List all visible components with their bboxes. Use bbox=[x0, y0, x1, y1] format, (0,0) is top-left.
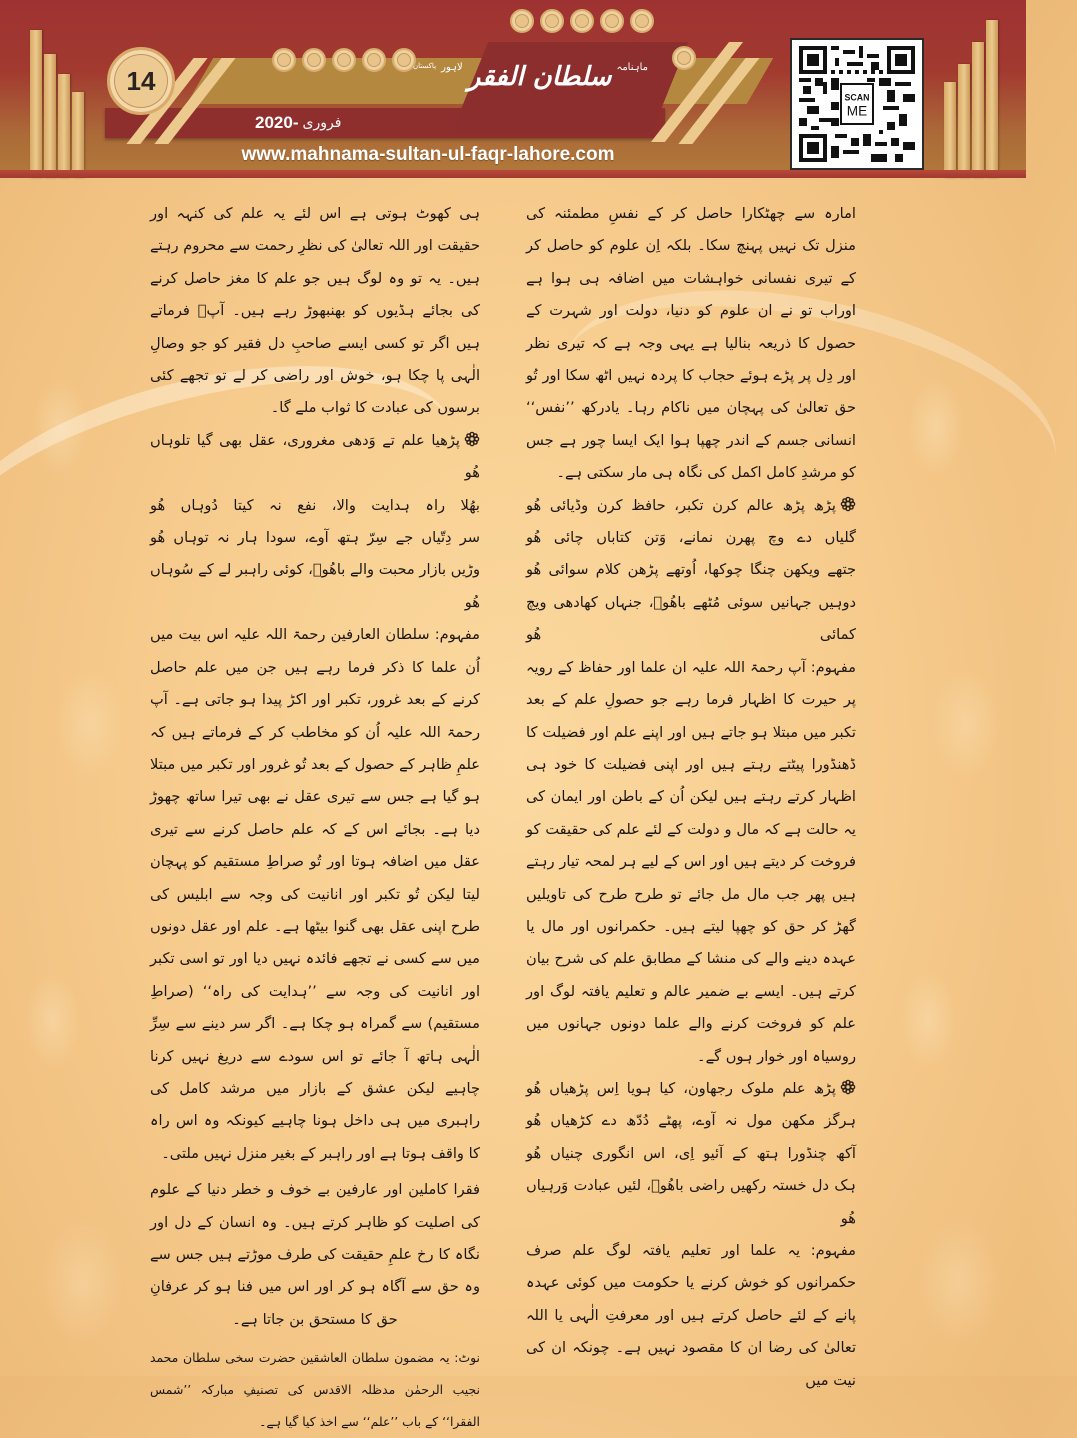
decorative-coin bbox=[540, 9, 564, 33]
verse-line: جتھے ویکھن چنگا چوکھا، اُوتھے پڑھن کلام سوائی ھُو bbox=[526, 561, 856, 579]
verse-line: سر دِتّیاں جے سِرّ ہتھ آوے، سودا ہار نہ توہاں ھُو bbox=[150, 529, 480, 547]
decorative-coin bbox=[570, 9, 594, 33]
issue-date bbox=[255, 110, 375, 136]
paragraph: ہی کھوٹ ہوتی ہے اس لئے یہ علم کی کنہہ اور حقیقت اور اللہ تعالیٰ کی نظرِ رحمت سے محروم رہتے ہیں۔ یہ تو وہ لوگ ہیں جو علم کا مغز حاصل کرنے کی بجائے ہڈیوں کو بھنبھوڑ رہے ہیں۔ آپؒ فرماتے ہیں اگر تو کسی ایسے صاحبِ دل فقیر کو جو وصالِ الٰہی پا چکا ہو، خوش اور راضی کر لے تو تجھے کئی برسوں کی عبادت کا ثواب ملے گا۔ bbox=[150, 205, 480, 417]
logo-prefix: ماہنامہ bbox=[616, 62, 648, 73]
logo-title: سلطان الفقر bbox=[467, 62, 612, 92]
verse-stanza bbox=[526, 490, 856, 652]
verse-line: دوہیں جہانیں سوئی مُٹھے باھُوؒ، جنہاں کھادھی ویچ کمائی ھُو bbox=[526, 593, 856, 644]
magazine-logo bbox=[412, 62, 648, 122]
flower-bullet-icon bbox=[840, 496, 856, 512]
article-column-left bbox=[150, 198, 480, 1438]
decorative-coin bbox=[600, 9, 624, 33]
paragraph-explanation: مفہوم: یہ علما اور تعلیم یافتہ لوگ علم صرف حکمرانوں کو خوش کرنے یا حکومت میں کوئی عہدہ پانے کے لئے حاصل کرتے ہیں اور معرفتِ الٰہی یا اللہ تعالیٰ کی رضا ان کا مقصود نہیں ہے۔ چونکہ ان کی نیت میں bbox=[526, 1242, 856, 1389]
website-link[interactable]: www.mahnama-sultan-ul-faqr-lahore.com bbox=[241, 144, 615, 165]
paragraph: امارہ سے چھٹکارا حاصل کر کے نفسِ مطمئنہ کی منزل تک نہیں پہنچ سکا۔ بلکہ اِن علوم کو حاصل کر کے تیری نفسانی خواہشات میں اضافہ ہی ہوا ہے اوراب تو نے ان علوم کو دنیا، دولت اور شہرت کے حصول کا ذریعہ بنالیا ہے یہی وجہ ہے کہ تیری نظر اور دِل پر پڑے ہوئے حجاب کا پردہ نہیں اٹھ سکا اور تُو حق تعالیٰ کی پہچان میں ناکام رہا۔ یادرکھ ’’نفس‘‘ انسانی جسم کے اندر چھپا ہوا ایک ایسا چور ہے جس کو مرشدِ کامل اکمل کی نگاہ ہی مار سکتی ہے۔ bbox=[526, 205, 856, 482]
verse-text: پڑھ پڑھ عالم کرن تکبر، حافظ کرن وڈیائی ھُو bbox=[526, 496, 836, 514]
verse-line: آکھ چنڈورا ہتھ کے آئیو اِی، اس انگوری چنیاں ھُو bbox=[526, 1144, 856, 1162]
verse-line: بھُلا راہ ہدایت والا، نفع نہ کیتا دُوہاں ھُو bbox=[150, 496, 480, 514]
qr-scan-label: SCAN bbox=[844, 92, 870, 103]
flower-bullet-icon bbox=[464, 431, 480, 447]
qr-code[interactable] bbox=[790, 38, 924, 170]
decorative-damask-left bbox=[0, 190, 150, 1376]
decorative-bars-right bbox=[944, 14, 998, 178]
paragraph-explanation: مفہوم: آپ رحمۃ اللہ علیہ ان علما اور حفاظ کے رویہ پر حیرت کا اظہار فرما رہے جو حصولِ علم کے بعد تکبر میں مبتلا ہو جاتے ہیں اور اپنے علم اور فضیلت کا ڈھنڈورا پیٹتے رہتے ہیں اور اپنی فضیلت کا خود ہی اظہار کرتے رہتے ہیں لیکن اُن کے باطن اور ایمان کی یہ حالت ہے کہ مال و دولت کے لئے علم کی حقیقت کو فروخت کر دیتے ہیں اور اس کے لیے ہر لمحہ تیار رہتے ہیں پھر جب مال مل جائے تو طرح طرح کی تاویلیں گھڑ کر حق کو چھپا لیتے ہیں۔ حکمرانوں اور مال یا عہدہ دینے والے کی منشا کے مطابق علم کی شرح بیان کرتے ہیں۔ ایسے بے ضمیر عالم و تعلیم یافتہ لوگ اور علم کو فروخت کرنے والے علما دونوں جہانوں میں روسیاہ اور خوار ہوں گے۔ bbox=[526, 658, 856, 1065]
page-number-badge bbox=[107, 47, 175, 115]
decorative-coin bbox=[510, 9, 534, 33]
paragraph-conclusion: فقرا کاملین اور عارفین بے خوف و خطر دنیا کے علوم کی اصلیت کو ظاہر کرتے ہیں۔ وہ انسان کے دل اور نگاہ کا رخ علمِ حقیقت کی طرف موڑتے ہیں جس سے وہ حق سے آگاہ ہو کر اور اس میں فنا ہو کر عرفانِ حق کا مستحق بن جاتا ہے۔ bbox=[150, 1181, 480, 1328]
flower-bullet-icon bbox=[840, 1079, 856, 1095]
page-number: 14 bbox=[126, 65, 156, 96]
decorative-coin bbox=[630, 9, 654, 33]
verse-line: ہک دل خستہ رکھیں راضی باھُوؒ، لئیں عبادت وَرہیاں ھُو bbox=[526, 1177, 856, 1227]
article-column-right bbox=[526, 198, 856, 1397]
decorative-coin bbox=[672, 46, 696, 70]
qr-code-image bbox=[798, 46, 916, 162]
verse-stanza bbox=[150, 425, 480, 619]
qr-me-label: ME bbox=[846, 103, 868, 119]
decorative-coin bbox=[302, 48, 326, 72]
magazine-header bbox=[0, 0, 1026, 178]
verse-line bbox=[526, 490, 856, 522]
decorative-coin bbox=[332, 48, 356, 72]
verse-text: پڑھ علم ملوک رجھاون، کیا ہویا اِس پڑھیاں ھُو bbox=[526, 1079, 836, 1097]
issue-month: فروری bbox=[302, 115, 342, 131]
source-note: نوٹ: یہ مضمون سلطان العاشقین حضرت سخی سلطان محمد نجیب الرحمٰن مدظلہ الاقدس کی تصنیفِ مبارکہ ’’شمس الفقرا‘‘ کے باب ’’علم‘‘ سے اخذ کیا گیا ہے۔ bbox=[150, 1350, 480, 1430]
verse-stanza bbox=[526, 1073, 856, 1235]
verse-line: وڑیں بازار محبت والے باھُوؒ، کوئی راہبر لے کے سُوہاں ھُو bbox=[150, 561, 480, 611]
verse-line: گلیاں دے وچ پھرن نمانے، وَتن کتاباں چائی ھُو bbox=[526, 529, 856, 547]
issue-year: 2020- bbox=[255, 113, 299, 132]
logo-country: پاکستان bbox=[412, 62, 437, 70]
logo-city: لاہور bbox=[441, 62, 463, 73]
paragraph-explanation: مفہوم: سلطان العارفین رحمۃ اللہ علیہ اس بیت میں اُن علما کا ذکر فرما رہے ہیں جن میں علم حاصل کرنے کے بعد غرور، تکبر اور اکڑ پیدا ہو جاتی ہے۔ آپ رحمۃ اللہ علیہ اُن کو مخاطب کر کے فرماتے ہیں کہ علمِ ظاہر کے حصول کے بعد تُو غرور اور تکبر میں مبتلا ہو گیا ہے جس سے تیری عقل نے بھی تیرا ساتھ چھوڑ دیا ہے۔ بجائے اس کے کہ علم حاصل کرنے سے تیری عقل میں اضافہ ہوتا اور تُو صراطِ مستقیم کو پہچان لیتا لیکن تُو تکبر اور انانیت کی وجہ سے ابلیس کی طرح اپنی عقل بھی گنوا بیٹھا ہے۔ علم اور عقل دونوں میں سے کسی نے تجھے فائدہ نہیں دیا اور تو اسی تکبر اور انانیت کی وجہ سے ’’ہدایت کی راہ‘‘ (صراطِ مستقیم) سے گمراہ ہو چکا ہے۔ اگر سر دینے سے سِرِّ الٰہی ہاتھ آ جائے تو اس سودے سے دریغ نہیں کرنا چاہیے لیکن عشق کے بازار میں مرشد کامل کی راہبری میں ہی داخل ہونا چاہیے کیونکہ وہ اس راہ کا واقف ہوتا ہے اور راہبر کے بغیر منزل نہیں ملتی۔ bbox=[150, 626, 480, 1162]
decorative-bars-left bbox=[30, 14, 84, 178]
decorative-coin bbox=[362, 48, 386, 72]
verse-line bbox=[150, 425, 480, 490]
verse-text: پڑھیا علم تے وَدھی مغروری، عقل بھی گیا تلوہاں ھُو bbox=[150, 431, 480, 482]
verse-line bbox=[526, 1073, 856, 1105]
decorative-coin bbox=[272, 48, 296, 72]
verse-line: ہرگز مکھن مول نہ آوے، پھٹے دُدّھ دے کڑھیاں ھُو bbox=[526, 1112, 856, 1130]
